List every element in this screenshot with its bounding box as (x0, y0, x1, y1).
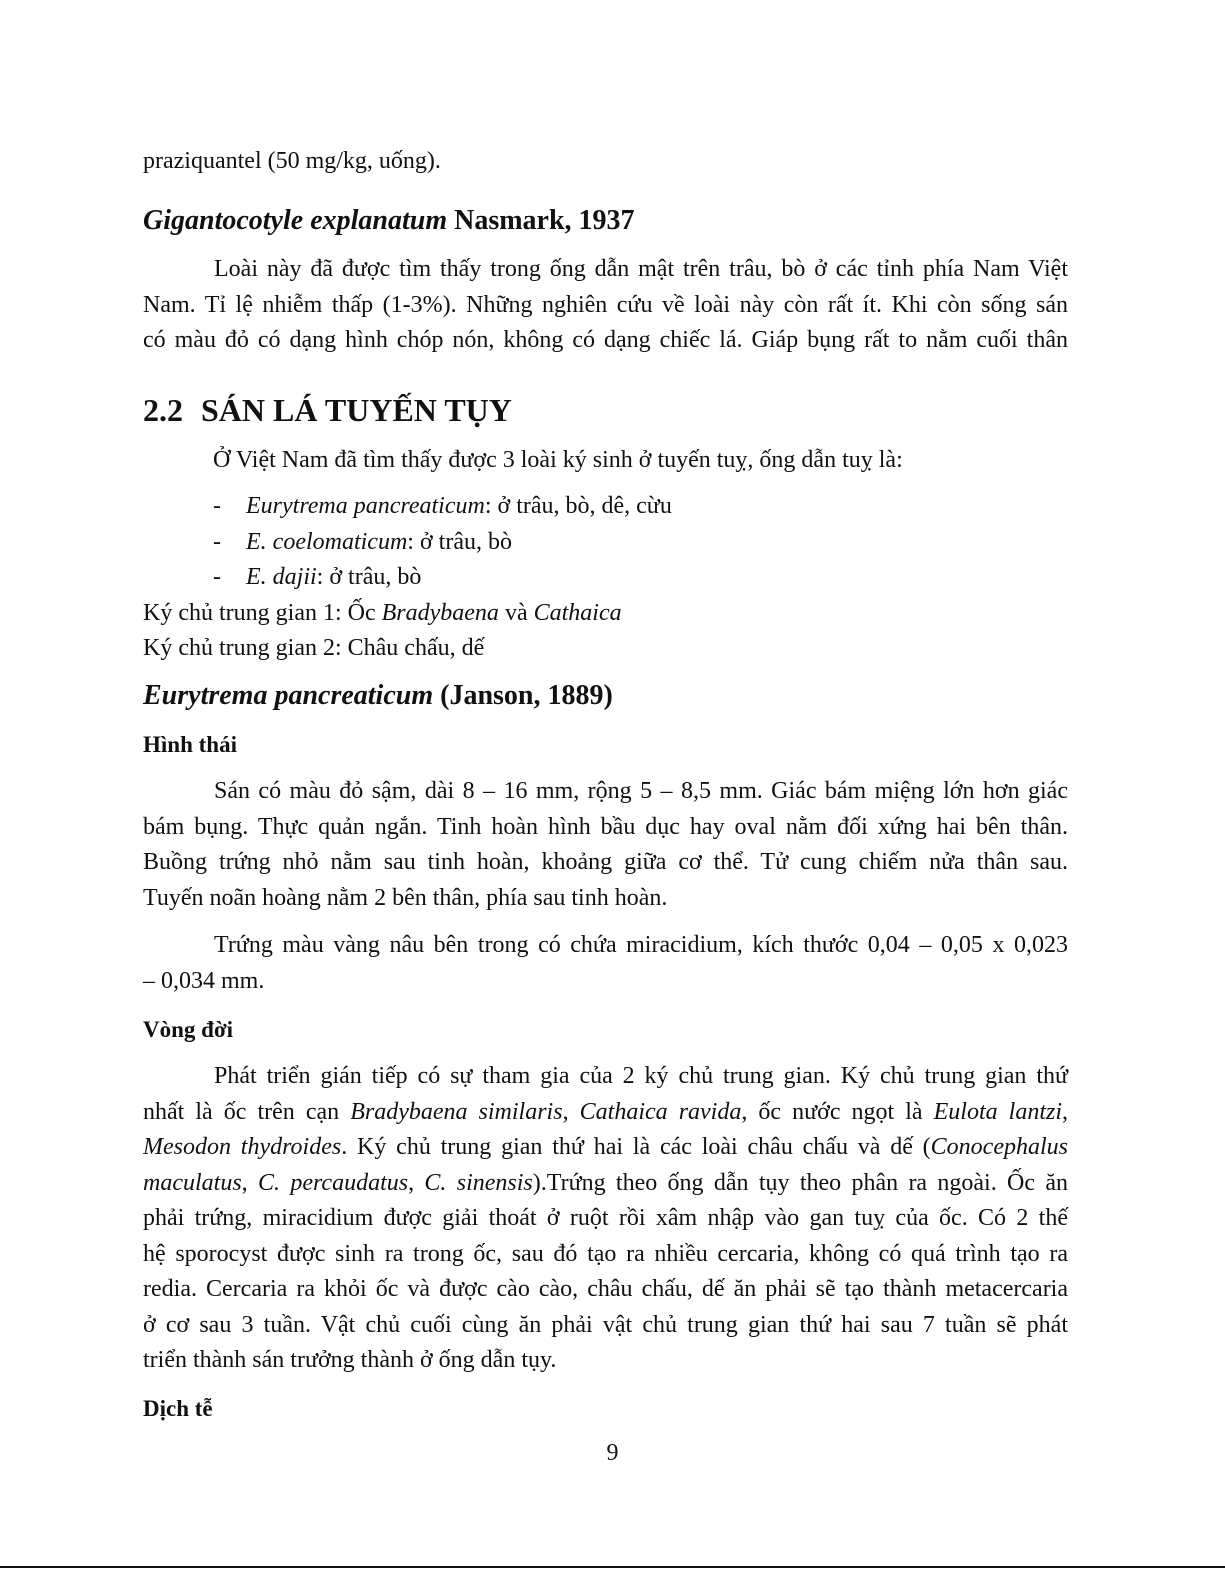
paragraph-line (143, 1166, 1068, 1202)
bullet-species-name: E. coelomaticum (246, 529, 408, 555)
bullet-dash: - (213, 493, 221, 519)
egg-paragraph (143, 928, 1068, 999)
bullet-dash: - (213, 564, 221, 590)
species-heading-gigantocotyle (143, 204, 635, 238)
paragraph-line: Tuyến noãn hoàng nằm 2 bên thân, phía sau tinh hoàn. (143, 884, 668, 911)
paragraph-line: phải trứng, miracidium được giải thoát ở ruột rồi xâm nhập vào gan tuỵ của ốc. Có 2 thế (143, 1205, 1068, 1231)
bottom-border (0, 1566, 1225, 1568)
text-run: ).Trứng theo ống dẫn tụy theo phân ra ngoài. Ốc ăn (532, 1169, 1069, 1196)
host-line-2: Ký chủ trung gian 2: Châu chấu, dế (143, 635, 485, 661)
text-run: , (1062, 1098, 1069, 1125)
paragraph-line: Phát triển gián tiếp có sự tham gia của 2 ký chủ trung gian. Ký chủ trung gian thứ (214, 1063, 1068, 1089)
paragraph-line: redia. Cercaria ra khỏi ốc và được cào cào, châu chấu, dế ăn phải sẽ tạo thành metacercaria (143, 1276, 1068, 1302)
section-heading (143, 390, 512, 430)
text-run: , ốc nước ngọt là (741, 1098, 934, 1125)
species-run: C. percaudatus (258, 1169, 409, 1196)
species-run: Mesodon thydroides (143, 1134, 342, 1160)
bullet-item (213, 561, 421, 593)
paragraph-line: hệ sporocyst được sinh ra trong ốc, sau đó tạo ra nhiều cercaria, không có quá trình tạo ra (143, 1240, 1068, 1267)
bullet-item (213, 526, 512, 558)
bullet-text: : ở trâu, bò (316, 564, 422, 590)
species-run: Eulota lantzi (933, 1098, 1063, 1125)
paragraph-line: Buồng trứng nhỏ nằm sau tinh hoàn, khoảng giữa cơ thể. Tử cung chiếm nửa thân sau. (143, 849, 1068, 875)
host-line-1 (143, 597, 622, 629)
bullet-text: : ở trâu, bò (407, 529, 512, 555)
bullet-text: : ở trâu, bò, dê, cừu (484, 493, 672, 519)
text-run: , (408, 1169, 425, 1196)
bullet-item (213, 490, 672, 522)
host-text: và (498, 600, 534, 626)
species-run: Conocephalus (930, 1134, 1068, 1160)
subheading-life-cycle: Vòng đời (143, 1017, 234, 1042)
species-name: Eurytrema pancreaticum (143, 680, 434, 711)
paragraph-line (143, 1095, 1068, 1131)
section-title: SÁN LÁ TUYẾN TỤY (201, 392, 512, 428)
paragraph-line: Sán có màu đỏ sậm, dài 8 – 16 mm, rộng 5 – 8,5 mm. Giác bám miệng lớn hơn giác (214, 778, 1068, 804)
paragraph-line (143, 1130, 1068, 1166)
host-text: Ký chủ trung gian 1: Ốc (143, 600, 382, 626)
bullet-species-name: Eurytrema pancreaticum (246, 493, 485, 519)
paragraph-line: có màu đỏ có dạng hình chóp nón, không có dạng chiếc lá. Giáp bụng rất to nằm cuối thân (143, 327, 1068, 353)
species-author: (Janson, 1889) (433, 680, 613, 711)
intro-line: praziquantel (50 mg/kg, uống). (143, 148, 441, 174)
subheading-morphology: Hình thái (143, 732, 237, 757)
subheading-epidemiology: Dịch tễ (143, 1396, 213, 1421)
text-run: . Ký chủ trung gian thứ hai là các loài châu chấu và dế ( (341, 1134, 931, 1160)
species-run: C. sinensis (424, 1169, 533, 1196)
bullet-dash: - (213, 529, 221, 555)
section-number: 2.2 (143, 392, 183, 428)
section-intro: Ở Việt Nam đã tìm thấy được 3 loài ký sinh ở tuyến tuỵ, ống dẫn tuỵ là: (213, 447, 903, 473)
species-run: maculatus (143, 1169, 242, 1196)
paragraph-line: triển thành sán trưởng thành ở ống dẫn tụy. (143, 1347, 557, 1373)
host-genus: Cathaica (533, 600, 622, 626)
paragraph-line: ở cơ sau 3 tuần. Vật chủ cuối cùng ăn phải vật chủ trung gian thứ hai sau 7 tuần sẽ phát (143, 1311, 1068, 1338)
text-run: , (241, 1169, 258, 1196)
species1-paragraph (143, 252, 1068, 359)
species-heading-eurytrema (143, 679, 613, 713)
species-author: Nasmark, 1937 (447, 205, 635, 236)
life-cycle-paragraph (143, 1059, 1068, 1379)
species-run: Bradybaena similaris (350, 1098, 563, 1125)
text-run: , (562, 1098, 580, 1125)
paragraph-line: Trứng màu vàng nâu bên trong có chứa miracidium, kích thước 0,04 – 0,05 x 0,023 (214, 932, 1068, 958)
paragraph-line: bám bụng. Thực quản ngắn. Tinh hoàn hình bầu dục hay oval nằm đối xứng hai bên thân. (143, 813, 1068, 840)
paragraph-line: Loài này đã được tìm thấy trong ống dẫn mật trên trâu, bò ở các tỉnh phía Nam Việt (214, 256, 1068, 282)
paragraph-line: Nam. Tỉ lệ nhiễm thấp (1-3%). Những nghiên cứu về loài này còn rất ít. Khi còn sống sán (143, 291, 1068, 318)
paragraph-line: – 0,034 mm. (143, 967, 265, 994)
page-number: 9 (606, 1440, 619, 1466)
morphology-paragraph (143, 774, 1068, 916)
species-name: Gigantocotyle explanatum (143, 205, 448, 236)
bullet-species-name: E. dajii (246, 564, 317, 590)
host-genus: Bradybaena (381, 600, 499, 626)
species-run: Cathaica ravida (579, 1098, 742, 1125)
text-run: nhất là ốc trên cạn (143, 1098, 351, 1125)
